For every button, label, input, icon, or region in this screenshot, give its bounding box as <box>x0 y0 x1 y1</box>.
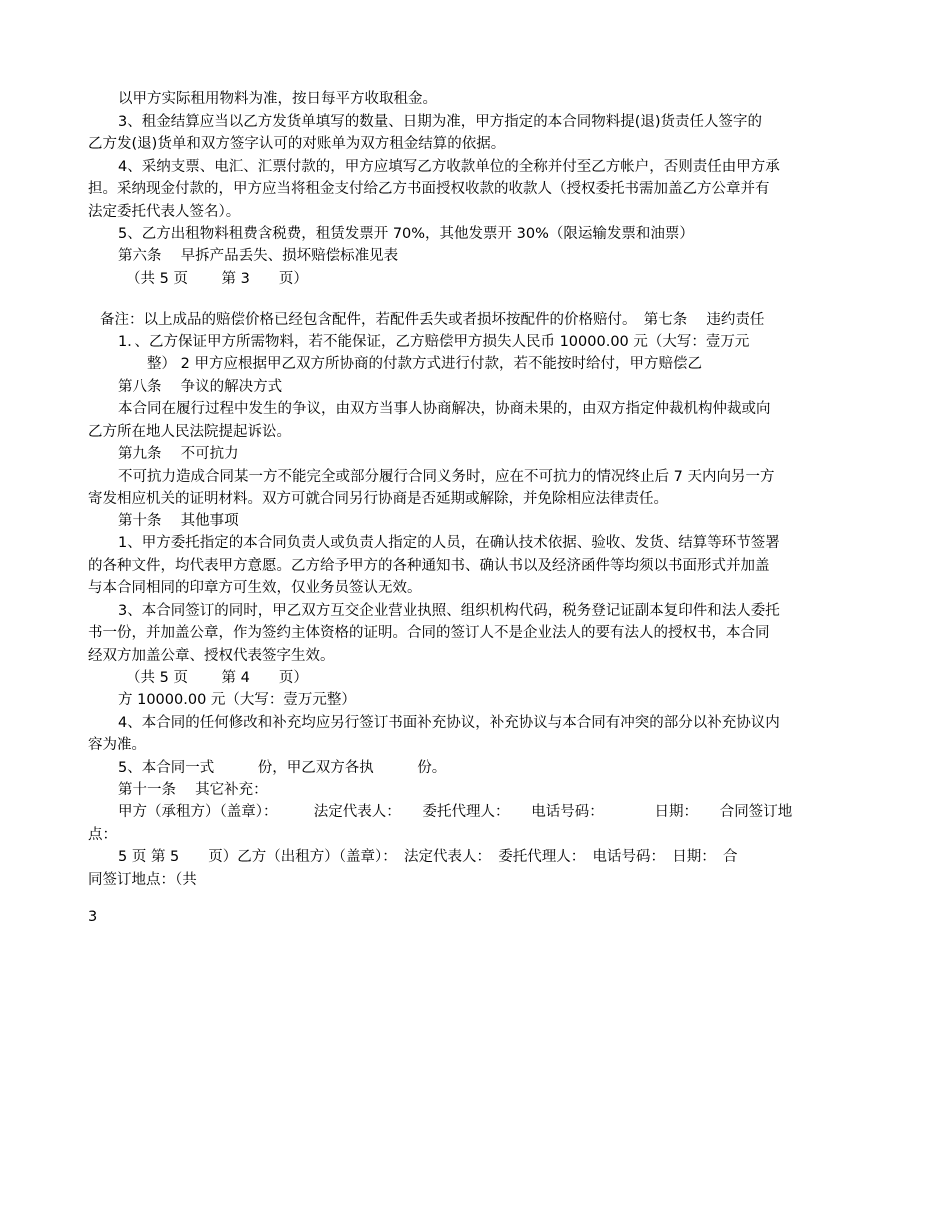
section-heading: 第九条 不可抗力 <box>118 446 239 462</box>
text-line: 1．、乙方保证甲方所需物料，若不能保证，乙方赔偿甲方损失人民币 10000.00 元（大写：壹万元 <box>118 334 750 350</box>
text-line: 甲方（承租方）（盖章）： 法定代表人： 委托代理人： 电话号码： 日期： 合同签订地 <box>118 804 793 820</box>
text-line: 1、甲方委托指定的本合同负责人或负责人指定的人员，在确认技术依据、验收、发货、结算等环节签署 <box>118 535 780 551</box>
text-line: 寄发相应机关的证明材料。双方可就合同另行协商是否延期或解除，并免除相应法律责任。 <box>88 491 668 507</box>
text-line: 整） 2 甲方应根据甲乙双方所协商的付款方式进行付款，若不能按时给付，甲方赔偿乙 <box>147 356 702 372</box>
footer-page-number: 3 <box>88 909 98 925</box>
text-line: 乙方发(退)货单和双方签字认可的对账单为双方租金结算的依据。 <box>88 136 506 152</box>
text-line: 备注：以上成品的赔偿价格已经包含配件，若配件丢失或者损坏按配件的价格赔付。 第七条 违约责任 <box>100 312 765 328</box>
text-line: 不可抗力造成合同某一方不能完全或部分履行合同义务时，应在不可抗力的情况终止后 7 天内向另一方 <box>118 469 775 485</box>
text-line: 本合同在履行过程中发生的争议，由双方当事人协商解决，协商未果的，由双方指定仲裁机构仲裁或向 <box>118 401 771 417</box>
text-line: 同签订地点：（共 <box>88 872 197 888</box>
page-number: （共 5 页 第 3 页） <box>126 271 308 287</box>
text-line: 以甲方实际租用物料为准，按日每平方收取租金。 <box>118 91 437 107</box>
text-line: 3、本合同签订的同时，甲乙双方互交企业营业执照、组织机构代码，税务登记证副本复印件和法人委托 <box>118 603 780 619</box>
text-line: 4、采纳支票、电汇、汇票付款的，甲方应填写乙方收款单位的全称并付至乙方帐户，否则责任由甲方承 <box>118 159 780 175</box>
section-heading: 第十一条 其它补充： <box>118 782 268 798</box>
text-line: 经双方加盖公章、授权代表签字生效。 <box>88 648 335 664</box>
text-line: 容为准。 <box>88 737 146 753</box>
section-heading: 第十条 其他事项 <box>118 513 239 529</box>
text-line: 法定委托代表人签名）。 <box>88 204 241 220</box>
text-line: 担。采纳现金付款的，甲方应当将租金支付给乙方书面授权收款的收款人（授权委托书需加盖乙方公章并有 <box>88 181 770 197</box>
text-line: 与本合同相同的印章方可生效，仅业务员签认无效。 <box>88 580 422 596</box>
text-line: 第六条 早拆产品丢失、损坏赔偿标准见表 <box>118 248 399 264</box>
text-line: 方 10000.00 元（大写：壹万元整） <box>118 692 356 708</box>
text-line: 的各种文件，均代表甲方意愿。乙方给予甲方的各种通知书、确认书以及经济函件等均须以书面形式并加盖 <box>88 558 770 574</box>
text-line: 3、租金结算应当以乙方发货单填写的数量、日期为准，甲方指定的本合同物料提(退)货责任人签字的 <box>118 114 763 130</box>
text-line: 4、本合同的任何修改和补充均应另行签订书面补充协议，补充协议与本合同有冲突的部分以补充协议内 <box>118 715 780 731</box>
page-number: （共 5 页 第 4 页） <box>126 670 308 686</box>
text-line: 乙方所在地人民法院提起诉讼。 <box>88 424 291 440</box>
text-line: 书一份，并加盖公章，作为签约主体资格的证明。合同的签订人不是企业法人的要有法人的授权书，本合同 <box>88 625 770 641</box>
text-line: 5、乙方出租物料租费含税费，租赁发票开 70%，其他发票开 30%（限运输发票和油票） <box>118 226 694 242</box>
text-line: 点： <box>88 827 117 843</box>
section-heading: 第八条 争议的解决方式 <box>118 379 283 395</box>
text-line: 5、本合同一式 份，甲乙双方各执 份。 <box>118 760 447 776</box>
text-line: 5 页 第 5 页）乙方（出租方）（盖章）： 法定代表人： 委托代理人： 电话号码： 日期： 合 <box>118 849 738 865</box>
